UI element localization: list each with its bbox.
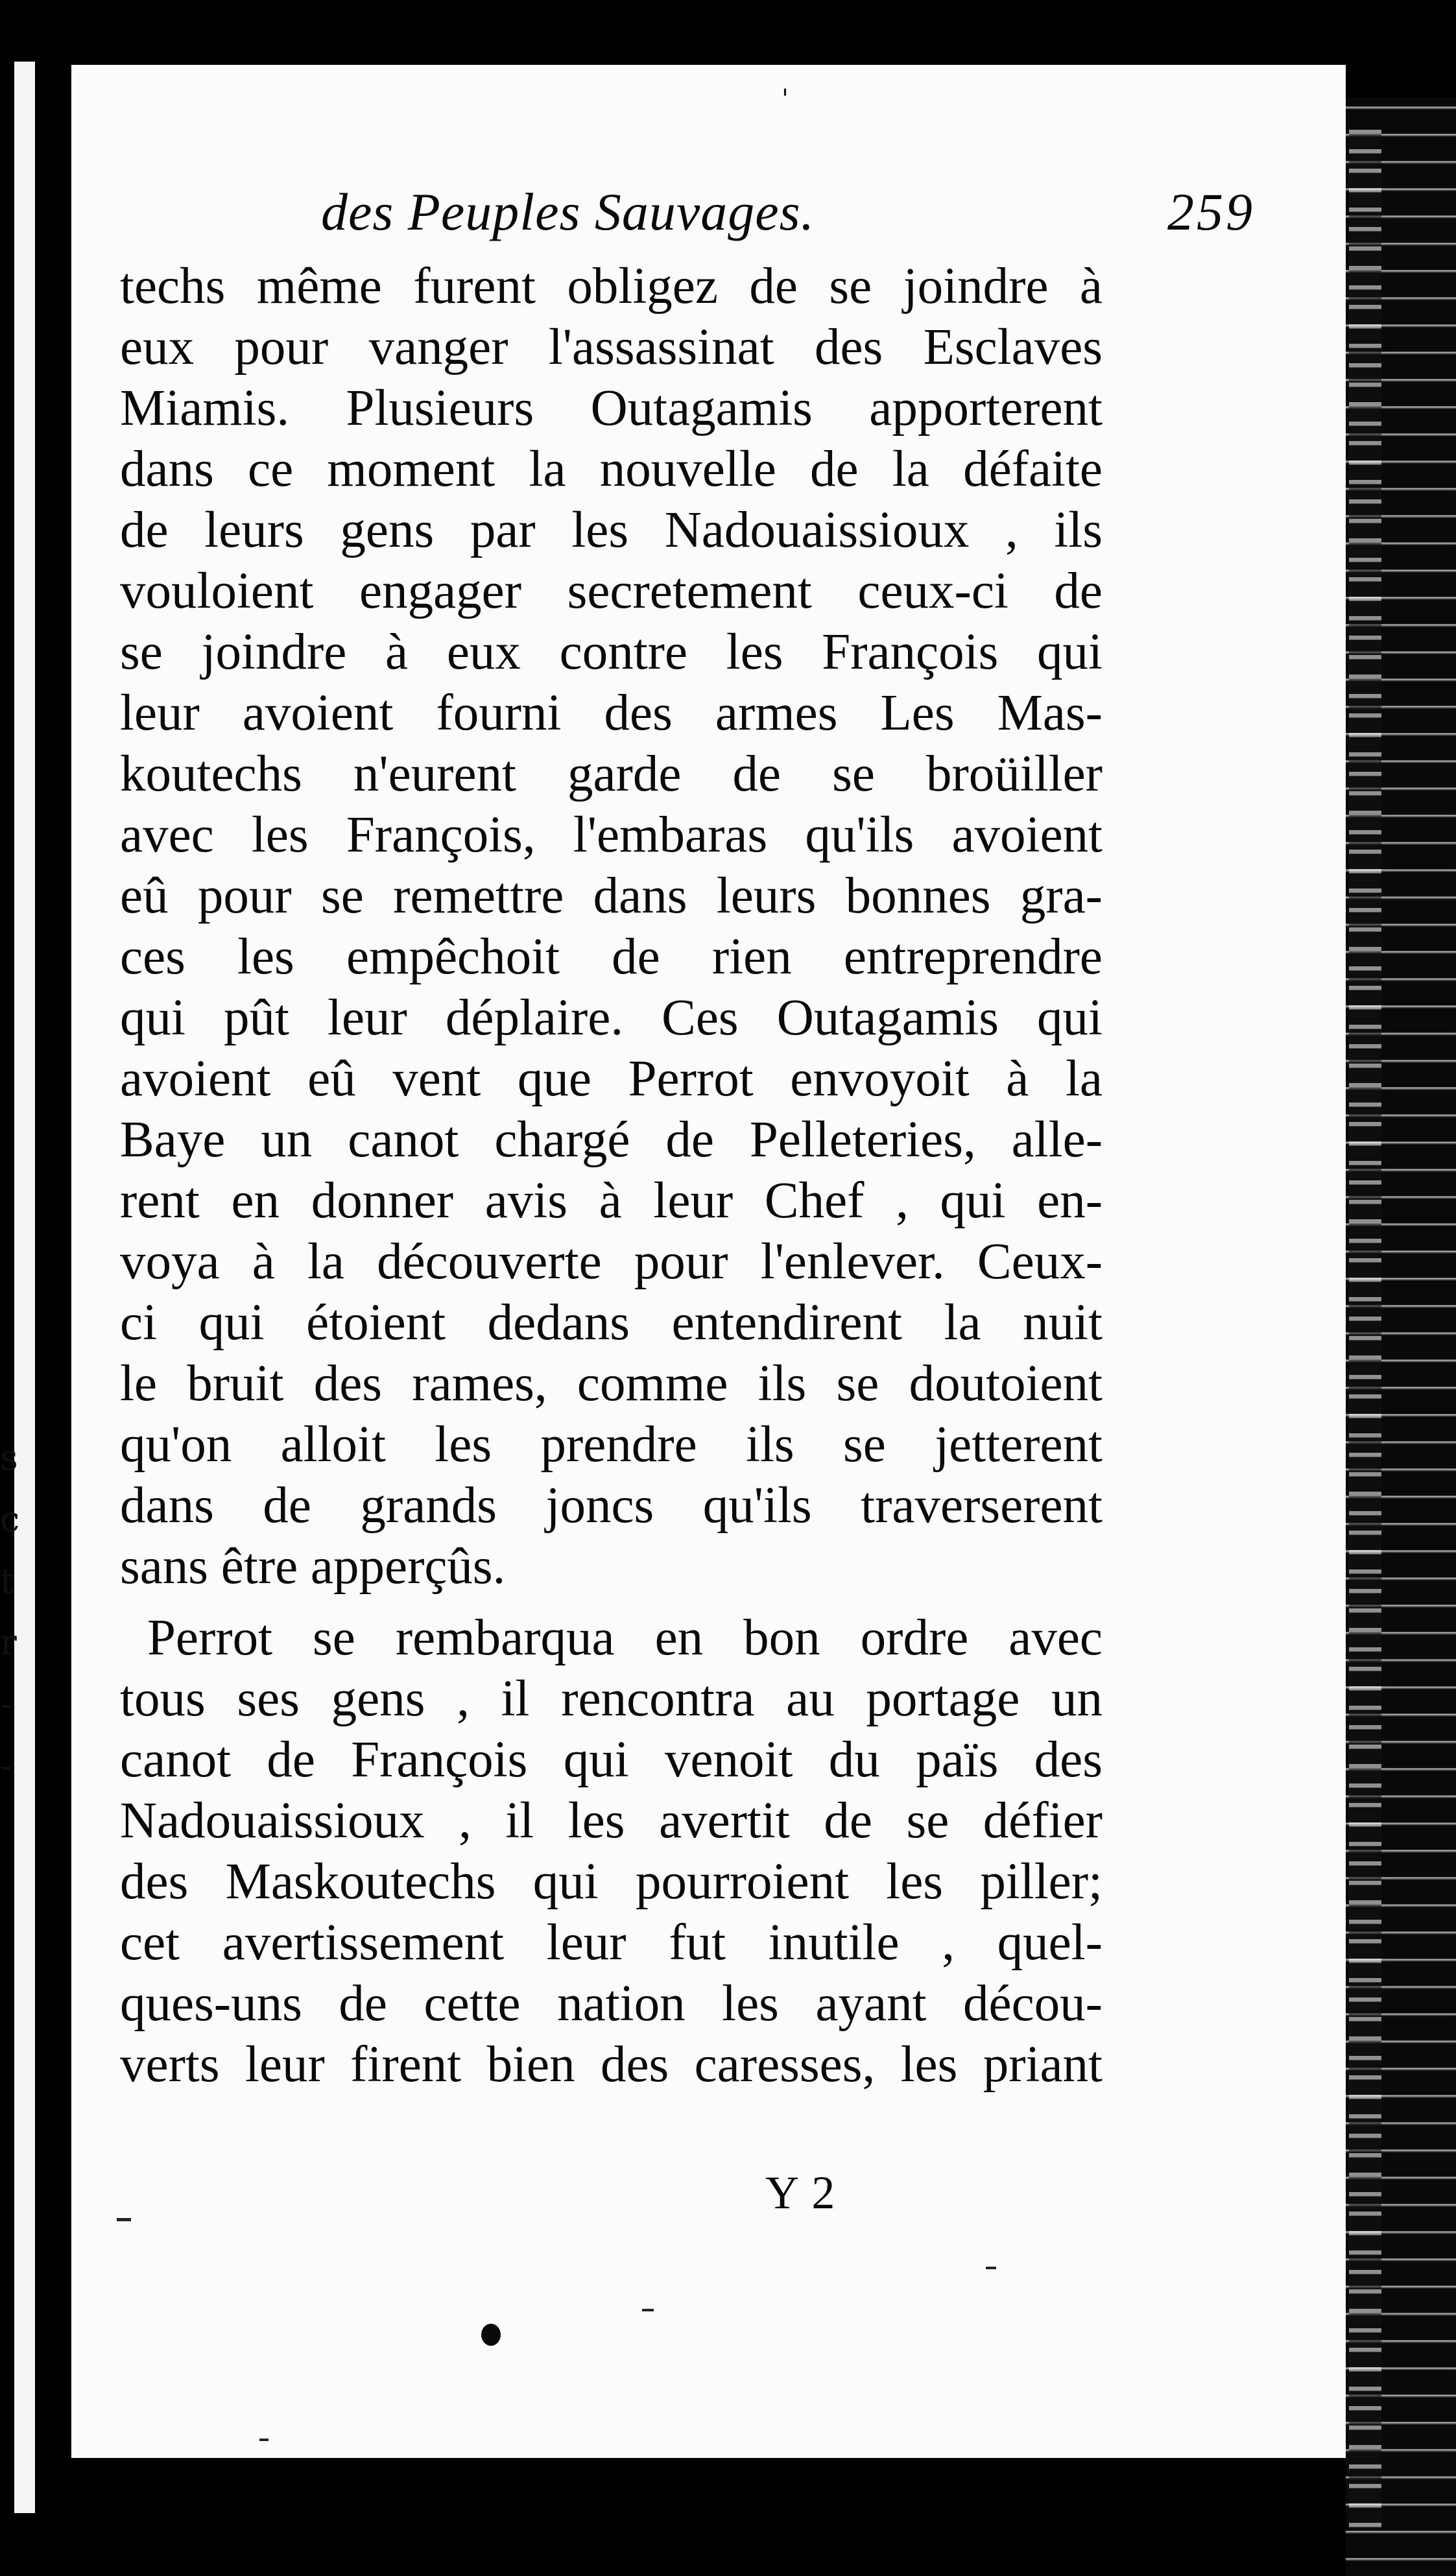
top-mark: ' xyxy=(782,84,789,114)
margin-mark: - xyxy=(0,1684,12,1724)
running-title: des Peuples Sauvages. xyxy=(321,182,815,241)
text-line: avoient eû vent que Perrot envoyoit à la xyxy=(120,1051,1103,1107)
page-gutter-texture xyxy=(1349,130,1381,2529)
text-line: Baye un canot chargé de Pelleteries, alle- xyxy=(120,1112,1103,1168)
ink-speck xyxy=(986,2267,996,2269)
text-line: avec les François, l'embaras qu'ils avoient xyxy=(120,807,1103,863)
text-line: vouloient engager secretement ceux-ci de xyxy=(120,563,1103,619)
text-line: qui pût leur déplaire. Ces Outagamis qui xyxy=(120,990,1103,1046)
margin-mark: t xyxy=(0,1560,14,1601)
body-text xyxy=(120,256,1103,2095)
ink-speck xyxy=(117,2218,131,2221)
ink-speck xyxy=(642,2309,654,2311)
text-line: voya à la découverte pour l'enlever. Ceux- xyxy=(120,1234,1103,1290)
margin-mark: r xyxy=(0,1622,17,1663)
text-line: techs même furent obligez de se joindre à xyxy=(120,258,1103,315)
text-line: qu'on alloit les prendre ils se jetterent xyxy=(120,1416,1103,1473)
text-line: verts leur firent bien des caresses, les priant xyxy=(120,2036,1103,2093)
margin-mark: - xyxy=(0,1745,12,1786)
signature-mark: Y 2 xyxy=(765,2167,837,2219)
ink-dot xyxy=(481,2324,501,2346)
text-line: rent en donner avis à leur Chef , qui en- xyxy=(120,1173,1103,1229)
page-number: 259 xyxy=(1167,182,1255,241)
text-line: canot de François qui venoit du païs des xyxy=(120,1732,1103,1788)
text-line: eux pour vanger l'assassinat des Esclaves xyxy=(120,319,1103,376)
text-line: leur avoient fourni des armes Les Mas- xyxy=(120,685,1103,741)
text-line: koutechs n'eurent garde de se broüiller xyxy=(120,746,1103,802)
text-line: sans être apperçûs. xyxy=(120,1538,506,1595)
text-line: de leurs gens par les Nadouaissioux , ils xyxy=(120,502,1103,558)
text-line: ces les empêchoit de rien entreprendre xyxy=(120,929,1103,985)
margin-mark: s xyxy=(0,1437,18,1478)
facing-page-margin-marks xyxy=(0,1427,26,2205)
ink-speck xyxy=(259,2439,269,2441)
text-line: Perrot se rembarqua en bon ordre avec xyxy=(147,1610,1103,1666)
text-line: eû pour se remettre dans leurs bonnes gra- xyxy=(120,868,1103,924)
running-head xyxy=(321,182,1255,266)
text-line: dans de grands joncs qu'ils traverserent xyxy=(120,1477,1103,1534)
text-line: Nadouaissioux , il les avertit de se défier xyxy=(120,1793,1103,1849)
text-line: tous ses gens , il rencontra au portage un xyxy=(120,1671,1103,1727)
text-line: se joindre à eux contre les François qui xyxy=(120,624,1103,680)
margin-mark: c xyxy=(0,1499,20,1540)
paragraph-gap xyxy=(120,1597,1103,1608)
text-line: ques-uns de cette nation les ayant décou- xyxy=(120,1975,1103,2032)
text-line: Miamis. Plusieurs Outagamis apporterent xyxy=(120,380,1103,436)
text-line: des Maskoutechs qui pourroient les piller; xyxy=(120,1854,1103,1910)
text-line: cet avertissement leur fut inutile , quel- xyxy=(120,1914,1103,1971)
text-line: dans ce moment la nouvelle de la défaite xyxy=(120,441,1103,497)
text-line: ci qui étoient dedans entendirent la nuit xyxy=(120,1294,1103,1351)
text-line: le bruit des rames, comme ils se doutoient xyxy=(120,1355,1103,1412)
